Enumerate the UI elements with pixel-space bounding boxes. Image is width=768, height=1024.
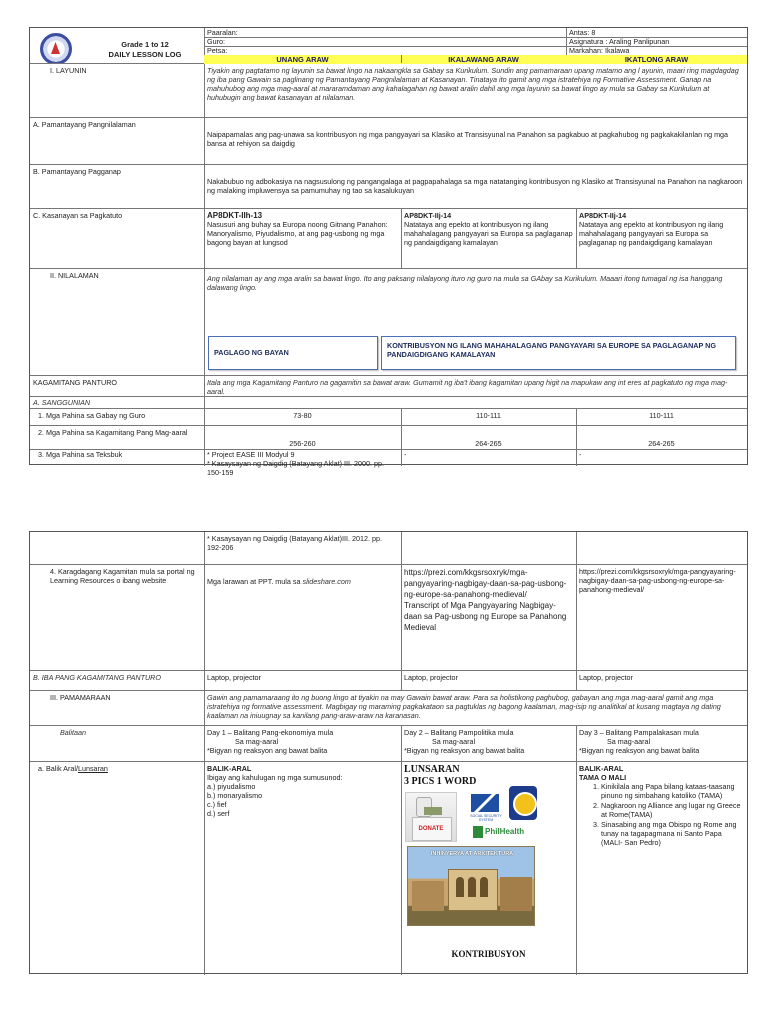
petsa-field: Petsa: bbox=[207, 46, 228, 55]
sanggunian-label: A. SANGGUNIAN bbox=[33, 398, 91, 407]
kasanayan-day1 bbox=[204, 209, 401, 268]
gabay-label: 1. Mga Pahina sa Gabay ng Guro bbox=[38, 411, 146, 420]
balitaan-day2-note: *Bigyan ng reaksyon ang bawat balita bbox=[404, 746, 525, 755]
pagganap-text: Nakabubuo ng adbokasiya na nagsusulong ng pangangalaga at pagpapahalaga sa mga natatanging kontribusyon ng Klasiko at Transisyunal na Panahon na nagkaroon ng malaking impluwensya sa pamumuhay ng tao sa kasalukuyan bbox=[207, 177, 743, 195]
day3-header: IKATLONG ARAW bbox=[566, 55, 747, 64]
architecture-image bbox=[407, 846, 535, 926]
pangnilalaman-label: A. Pamantayang Pangnilalaman bbox=[33, 120, 136, 129]
iba-pang-day3: Laptop, projector bbox=[579, 673, 633, 682]
topic-box-paglago: PAGLAGO NG BAYAN bbox=[208, 336, 378, 370]
topic-box-kontribusyon: KONTRIBUSYON NG ILANG MAHAHALAGANG PANGYAYARI SA EUROPE SA PAGLAGANAP NG PANDAIGDIGANG KAMALAYAN bbox=[381, 336, 736, 370]
kasanayan-day2-code: AP8DKT-IIj-14 bbox=[404, 211, 452, 220]
iba-pang-day1: Laptop, projector bbox=[207, 673, 261, 682]
kagamitang-pang-day1: 256-260 bbox=[289, 439, 316, 448]
balik-aral-label-text: a. Balik Aral/ bbox=[38, 764, 78, 773]
balitaan-day2-source: Sa mag-aaral bbox=[432, 737, 476, 746]
balitaan-day1-note: *Bigyan ng reaksyon ang bawat balita bbox=[207, 746, 328, 755]
title-grade: Grade 1 to 12 bbox=[121, 40, 169, 49]
gabay-day2: 110-111 bbox=[476, 411, 501, 420]
balik-aral-day1-item: c.) fief bbox=[207, 800, 227, 809]
balitaan-day1-source: Sa mag-aaral bbox=[235, 737, 279, 746]
kagamitan-row bbox=[30, 376, 747, 397]
balik-aral-day1 bbox=[204, 762, 401, 975]
sss-label: SOCIAL SECURITY SYSTEM bbox=[470, 814, 502, 822]
teksbuk-day1-ease: * Project EASE III Modyul 9 bbox=[207, 450, 295, 459]
kasanayan-row bbox=[30, 209, 747, 269]
nilalaman-text: Ang nilalaman ay ang mga aralin sa bawat lingo. Ito ang paksang nilalayong ituro ng guro na mula sa GAbay sa Kurikulum. Maaari itong tumagal ng isa hanggang dalawang lingo. bbox=[207, 274, 723, 292]
gabay-day3: 110-111 bbox=[649, 411, 674, 420]
karagdagang-day1 bbox=[204, 565, 401, 670]
kasanayan-day3 bbox=[576, 209, 747, 268]
lunsaran-subtitle: 3 PICS 1 WORD bbox=[404, 776, 477, 787]
lunsaran-title: LUNSARAN bbox=[404, 764, 460, 775]
balitaan-label: Balitaan bbox=[60, 728, 86, 737]
kasanayan-label: C. Kasanayan sa Pagkatuto bbox=[33, 211, 123, 220]
balitaan-day2-title: Day 2 – Balitang Pampolitika mula bbox=[404, 728, 514, 737]
tama-o-mali-list bbox=[579, 782, 744, 847]
kasanayan-day3-text: Natataya ang epekto at kontribusyon ng ilang mahahalagang pangyayari sa Europa sa paglaganap ng pandaigdigang kamalayan bbox=[579, 220, 724, 247]
pagganap-row bbox=[30, 165, 747, 209]
day2-header: IKALAWANG ARAW bbox=[401, 55, 566, 64]
kagamitan-label: KAGAMITANG PANTURO bbox=[33, 378, 117, 387]
donate-box-image bbox=[405, 792, 457, 842]
layunin-text: Tiyakin ang pagtatamo ng layunin sa bawat lingo na nakaangkla sa Gabay sa Kurikulum. Sundin ang pamamaraan upang matamo ang l ayunin, maari ring magdagdag ng iba pang Gawain sa paglinang ng Pamantayang Pangnilalaman at Kasanayan. Tinataya ito gamit ang mga istratehiya ng Formative Assessment. Ganap na mahuhubog ang mga mag-aaral at mararamdaman ang kahalagahan ng bawat aralin dahil ang mga layunin sa bawat lingo ay mula sa Gabay sa Kurikulum at huhubugin ang bawat kasanayan at nilalaman. bbox=[207, 66, 739, 102]
balik-aral-day1-item: d.) serf bbox=[207, 809, 230, 818]
tama-o-mali-label: TAMA O MALI bbox=[579, 773, 627, 782]
pamamaraan-row bbox=[30, 691, 747, 726]
list-item: 1. Kinikilala ang Papa bilang kataas-taasang pinuno ng simbahang katoliko (TAMA) bbox=[601, 782, 744, 800]
balik-aral-row bbox=[30, 762, 747, 975]
karagdagang-day3[interactable]: https://prezi.com/kkgsrsoxryk/mga-pangyayaring-nagbigay-daan-sa-pag-usbong-ng-europe-sa-panahong-medieval/ bbox=[579, 567, 736, 594]
kasanayan-day3-code: AP8DKT-IIj-14 bbox=[579, 211, 627, 220]
header-row bbox=[30, 28, 747, 64]
teksbuk-cont-row bbox=[30, 532, 747, 565]
philhealth-label: PhilHealth bbox=[485, 827, 525, 836]
teksbuk-day2: - bbox=[404, 450, 407, 459]
lunsaran-answer: KONTRIBUSYON bbox=[451, 949, 526, 959]
antas-field: Antas: 8 bbox=[569, 28, 596, 37]
day1-header: UNANG ARAW bbox=[204, 55, 401, 64]
paaralan-field: Paaralan: bbox=[207, 28, 238, 37]
kasanayan-day1-code: AP8DKT-IIh-13 bbox=[207, 211, 263, 220]
balik-aral-day2 bbox=[401, 762, 576, 975]
gabay-row bbox=[30, 409, 747, 426]
kagamitang-pang-day3: 264-265 bbox=[648, 439, 675, 448]
iba-pang-row bbox=[30, 671, 747, 691]
gabay-day1: 73-80 bbox=[293, 411, 312, 420]
philhealth-logo-image bbox=[473, 824, 525, 842]
teksbuk-label: 3. Mga Pahina sa Teksbuk bbox=[38, 450, 123, 459]
kasanayan-day2 bbox=[401, 209, 576, 268]
balik-aral-day3 bbox=[576, 762, 747, 975]
karagdagang-day1-text: Mga larawan at PPT. mula sa bbox=[207, 577, 303, 586]
teksbuk-day1-kasaysayan: * Kasaysayan ng Daigdig (Batayang Aklat) III. 2000. pp. 150-159 bbox=[207, 459, 385, 477]
pamamaraan-text: Gawin ang pamamaraang ito ng buong lingo at tiyakin na may Gawain bawat araw. Para sa holistikong paghubog, gabayan ang mga mag-aaral gamit ang mga istratehiya ng formative assessment. Magbigay ng maraming pagkakataon sa pagtuklas ng bagong kaalaman, mag-isip ng analitikal at kusang magtaya ng dating kaalaman na iniuugnay sa kanilang pang-araw-araw na karanasan. bbox=[207, 693, 721, 720]
balitaan-day3 bbox=[576, 726, 747, 761]
balik-aral-day3-title: BALIK-ARAL bbox=[579, 764, 624, 773]
title-dll: DAILY LESSON LOG bbox=[108, 50, 182, 59]
guro-field: Guro: bbox=[207, 37, 225, 46]
karagdagang-day2[interactable]: https://prezi.com/kkgsrsoxryk/mga-pangyayaring-nagbigay-daan-sa-pag-usbong-ng-europe-sa-panahong-medieval/ Transcript of Mga Pangyayaring Nagbigay-daan sa Pag-usbong ng Europe sa Panahong Medieval bbox=[404, 568, 567, 632]
iba-pang-day2: Laptop, projector bbox=[404, 673, 458, 682]
pamamaraan-label: III. PAMAMARAAN bbox=[50, 693, 111, 702]
list-item: 3. Sinasabing ang mga Obispo ng Rome ang tunay na tagapagmana ni Santo Papa (MALI- San Pedro) bbox=[601, 820, 744, 847]
header-title-cell bbox=[30, 28, 204, 63]
balik-aral-day1-item: a.) piyudalismo bbox=[207, 782, 256, 791]
gsis-seal-image bbox=[509, 786, 537, 820]
kagamitang-pang-row bbox=[30, 426, 747, 450]
balitaan-day1-title: Day 1 – Balitang Pang-ekonomiya mula bbox=[207, 728, 334, 737]
layunin-row bbox=[30, 64, 747, 118]
lesson-log-page-1 bbox=[29, 27, 748, 477]
pangnilalaman-text: Naipapamalas ang pag-unawa sa kontribusyon ng mga pangyayari sa Klasiko at Transisyunal na Panahon sa pagkabuo at pagkahubog ng pagkakakilanlan ng mga bansa at rehiyon sa daigdig bbox=[207, 130, 729, 148]
pangnilalaman-row bbox=[30, 118, 747, 165]
balik-aral-day1-question: Ibigay ang kahulugan ng mga sumusunod: bbox=[207, 773, 343, 782]
kagamitang-pang-label: 2. Mga Pahina sa Kagamitang Pang Mag-aaral bbox=[38, 428, 188, 437]
nilalaman-label: II. NILALAMAN bbox=[50, 271, 99, 280]
balitaan-day3-title: Day 3 – Balitang Pampalakasan mula bbox=[579, 728, 699, 737]
layunin-label: I. LAYUNIN bbox=[50, 66, 87, 75]
pagganap-label: B. Pamantayang Pagganap bbox=[33, 167, 121, 176]
nilalaman-row bbox=[30, 269, 747, 376]
teksbuk-day3: - bbox=[579, 450, 582, 459]
karagdagang-row bbox=[30, 565, 747, 671]
balitaan-day1 bbox=[204, 726, 401, 761]
karagdagang-label: 4. Karagdagang Kagamitan mula sa portal ng Learning Resources o ibang website bbox=[50, 567, 195, 585]
kasanayan-day1-text: Nasusuri ang buhay sa Europa noong Gitnang Panahon: Manoryalismo, Piyudalismo, at ang pag-usbong ng mga bagong bayan at lungsod bbox=[207, 220, 388, 247]
balik-aral-label bbox=[30, 762, 204, 975]
kasanayan-day2-text: Natataya ang epekto at kontribusyon ng ilang mahahalagang pangyayari sa Europa sa paglaganap ng pandaigdigang kamalayan bbox=[404, 220, 573, 247]
list-item: 2. Nagkaroon ng Alliance ang lugar ng Greece at Rome(TAMA) bbox=[601, 801, 744, 819]
lesson-log-page-2 bbox=[29, 531, 748, 974]
balik-aral-day1-item: b.) monaryalismo bbox=[207, 791, 263, 800]
architecture-banner: INHINYERYA AT ARKITEKTURA bbox=[430, 851, 514, 857]
sss-logo-image bbox=[469, 792, 503, 822]
sanggunian-row bbox=[30, 397, 747, 409]
lunsaran-link[interactable]: Lunsaran bbox=[77, 764, 108, 773]
kagamitang-pang-day2: 264-265 bbox=[475, 439, 502, 448]
markahan-field: Markahan: Ikalawa bbox=[569, 46, 630, 55]
teksbuk-cont-day1: * Kasaysayan ng Daigdig (Batayang Aklat)III. 2012. pp. 192-206 bbox=[207, 534, 383, 552]
slideshare-link[interactable]: slideshare.com bbox=[302, 577, 351, 586]
balitaan-day2 bbox=[401, 726, 576, 761]
donate-label: DONATE bbox=[418, 826, 444, 832]
balik-aral-day1-title: BALIK-ARAL bbox=[207, 764, 252, 773]
balitaan-row bbox=[30, 726, 747, 762]
kagamitan-text: Itala ang mga Kagamitang Panturo na gagamitin sa bawat araw. Gumamit ng iba't ibang kagamitan upang higit na mapukaw ang int eres at pagkatuto ng mga mag-aaral. bbox=[207, 378, 728, 396]
iba-pang-label: B. IBA PANG KAGAMITANG PANTURO bbox=[33, 673, 161, 682]
deped-seal-icon bbox=[40, 33, 72, 63]
balitaan-day3-note: *Bigyan ng reaksyon ang bawat balita bbox=[579, 746, 700, 755]
asignatura-field: Asignatura : Araling Panlipunan bbox=[569, 37, 670, 46]
balitaan-day3-source: Sa mag-aaral bbox=[607, 737, 651, 746]
